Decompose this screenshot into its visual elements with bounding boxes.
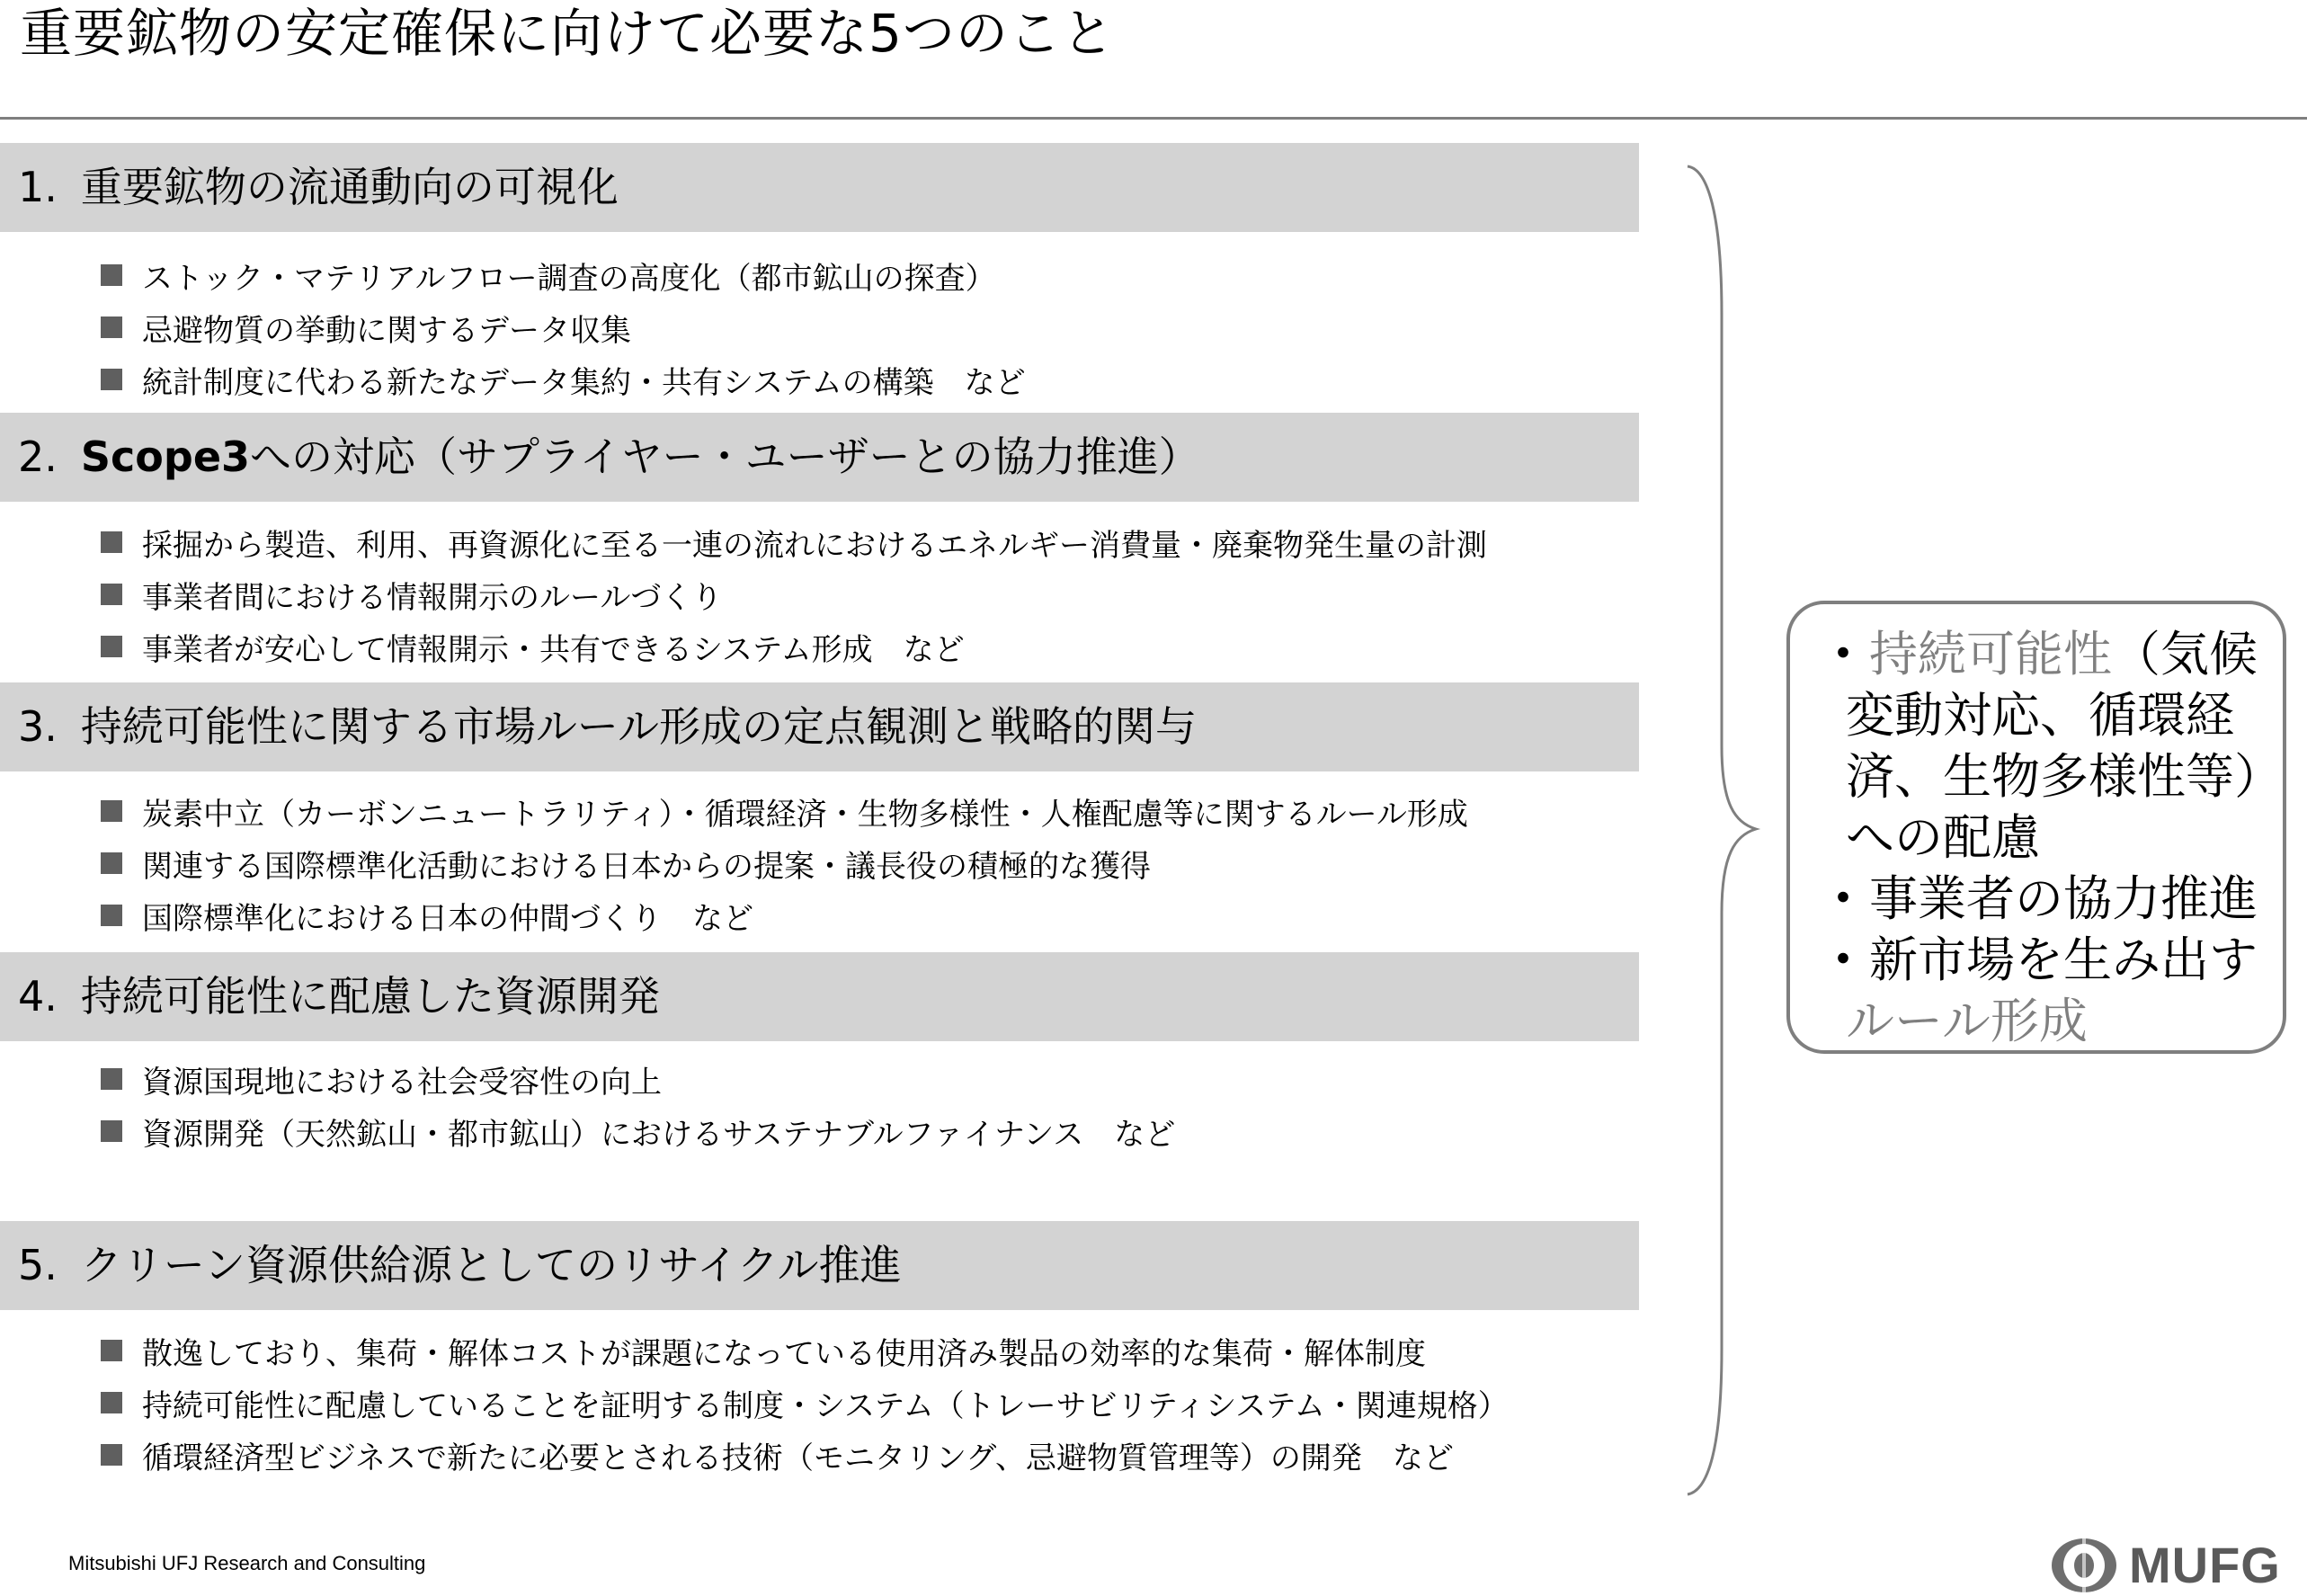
list-item: 統計制度に代わる新たなデータ集約・共有システムの構築 など [101, 360, 1026, 399]
square-bullet-icon [101, 800, 122, 822]
list-item: 忌避物質の挙動に関するデータ収集 [101, 308, 631, 347]
callout-item-sustainability: ・持続可能性（気候 [1819, 626, 2258, 682]
list-item: ストック・マテリアルフロー調査の高度化（都市鉱山の探査） [101, 255, 996, 295]
square-bullet-icon [101, 1340, 122, 1361]
callout-item-cooperation: ・事業者の協力推進 [1819, 870, 2258, 927]
section-number: 1. [18, 163, 58, 211]
square-bullet-icon [101, 369, 122, 390]
square-bullet-icon [101, 1068, 122, 1090]
list-item: 国際標準化における日本の仲間づくり など [101, 896, 753, 935]
right-brace-icon [1681, 162, 1771, 1502]
square-bullet-icon [101, 317, 122, 338]
section-1-header [0, 143, 1639, 232]
section-title: 重要鉱物の流通動向の可視化 [80, 163, 619, 211]
list-item: 散逸しており、集荷・解体コストが課題になっている使用済み製品の効率的な集荷・解体制度 [101, 1331, 1426, 1370]
list-item: 炭素中立（カーボンニュートラリティ）・循環経済・生物多様性・人権配慮等に関するルール形成 [101, 791, 1468, 831]
section-title: への対応（サプライヤー・ユーザーとの協力推進） [250, 432, 1200, 481]
callout-item-rule-making: ・新市場を生み出す [1819, 932, 2258, 988]
square-bullet-icon [101, 905, 122, 926]
square-bullet-icon [101, 636, 122, 657]
square-bullet-icon [101, 852, 122, 874]
section-title: クリーン資源供給源としてのリサイクル推進 [80, 1241, 902, 1289]
list-item: 循環経済型ビジネスで新たに必要とされる技術（モニタリング、忌避物質管理等）の開発 など [101, 1435, 1454, 1475]
section-4-header [0, 952, 1639, 1041]
section-number: 5. [18, 1241, 58, 1289]
square-bullet-icon [101, 1392, 122, 1413]
square-bullet-icon [101, 584, 122, 605]
mufg-logo-text: MUFG [2129, 1537, 2281, 1593]
list-item: 採掘から製造、利用、再資源化に至る一連の流れにおけるエネルギー消費量・廃棄物発生量の計測 [101, 522, 1487, 562]
list-item: 持続可能性に配慮していることを証明する制度・システム（トレーサビリティシステム・関連規格） [101, 1383, 1509, 1422]
list-item: 事業者が安心して情報開示・共有できるシステム形成 など [101, 627, 965, 666]
square-bullet-icon [101, 264, 122, 286]
section-number: 3. [18, 702, 58, 751]
section-3-header [0, 682, 1639, 771]
list-item: 資源開発（天然鉱山・都市鉱山）におけるサステナブルファイナンス など [101, 1111, 1175, 1151]
section-5-header [0, 1221, 1639, 1310]
square-bullet-icon [101, 531, 122, 553]
section-title-bold: Scope3 [80, 432, 251, 481]
list-item: 関連する国際標準化活動における日本からの提案・議長役の積極的な獲得 [101, 843, 1151, 883]
footer-company: Mitsubishi UFJ Research and Consulting [68, 1552, 426, 1574]
section-title: 持続可能性に関する市場ルール形成の定点観測と戦略的関与 [80, 702, 1197, 751]
section-number: 2. [18, 432, 58, 481]
summary-callout: ・持続可能性（気候 変動対応、循環経 済、生物多様性等） への配慮 ・事業者の協力推進 ・新市場を生み出す ルール形成 [1786, 601, 2286, 1054]
list-item: 事業者間における情報開示のルールづくり [101, 575, 722, 614]
list-item: 資源国現地における社会受容性の向上 [101, 1059, 662, 1099]
square-bullet-icon [101, 1120, 122, 1142]
page-title: 重要鉱物の安定確保に向けて必要な5つのこと [20, 3, 1115, 64]
mufg-logo [2048, 1536, 2281, 1594]
section-title: 持続可能性に配慮した資源開発 [80, 972, 660, 1021]
title-divider [0, 117, 2307, 120]
square-bullet-icon [101, 1444, 122, 1466]
section-number: 4. [18, 972, 58, 1021]
mufg-logo-mark-icon [2048, 1537, 2120, 1594]
section-2-header [0, 413, 1639, 502]
